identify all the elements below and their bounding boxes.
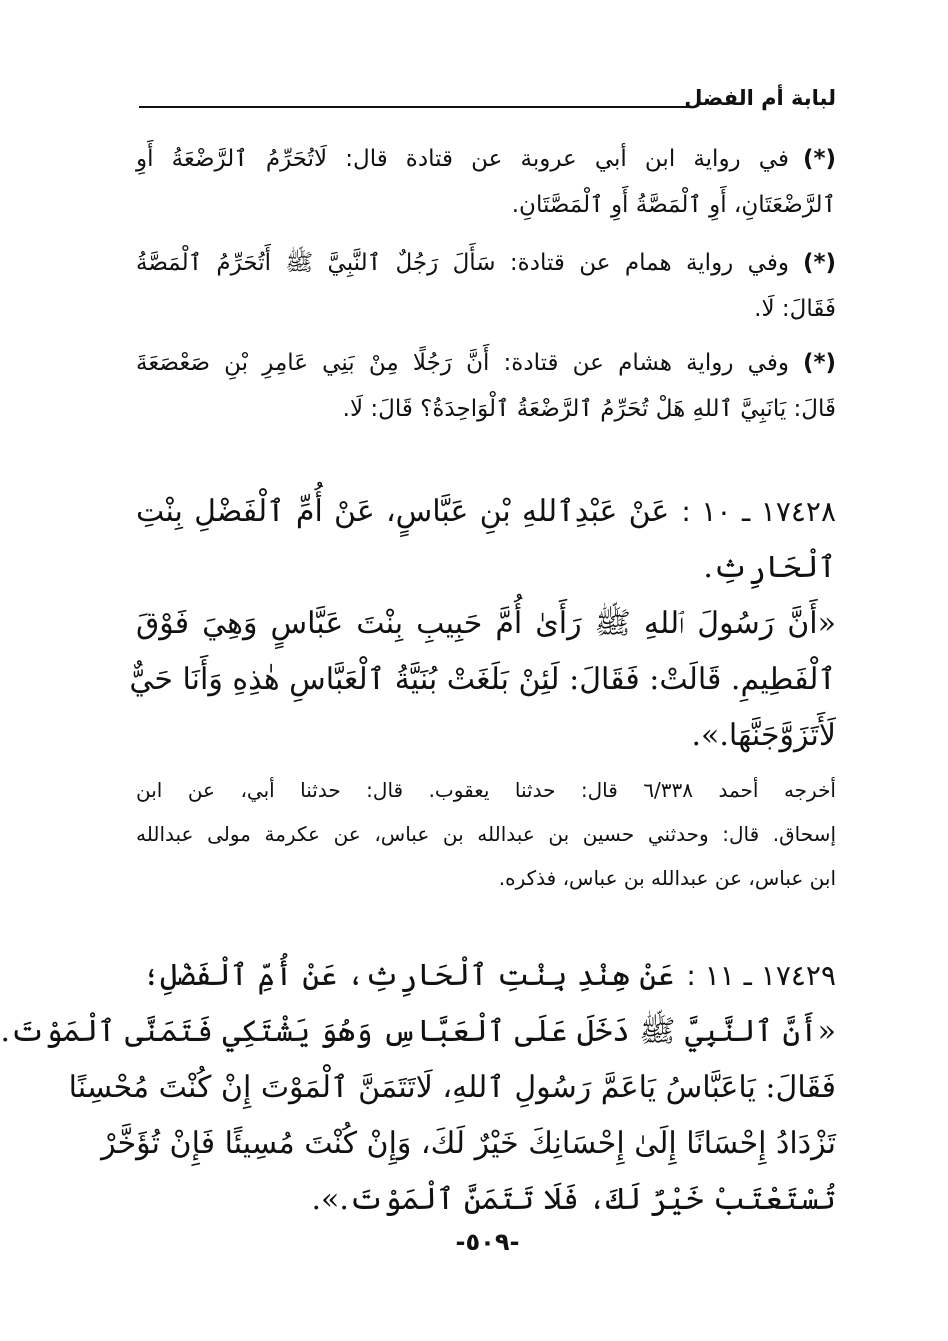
note-line: قَالَ: يَانَبِيَّ ٱللهِ هَلْ تُحَرِّمُ ٱلرَّضْعَةُ ٱلْوَاحِدَةُ؟ قَالَ: لَا. <box>342 396 836 422</box>
note-marker: (*) <box>802 350 836 376</box>
note-line <box>136 240 836 286</box>
source-line: أخرجه أحمد ٦/٣٣٨ قال: حدثنا يعقوب. قال: حدثنا أبي، عن ابن <box>136 778 836 802</box>
note-hisham <box>136 340 836 432</box>
takhrij-17428 <box>136 768 836 900</box>
hadith-text: عَنْ هِنْدِ بِنْتِ ٱلْحَارِثِ، عَنْ أُمِّ ٱلْفَضْلِ؛ <box>142 958 675 993</box>
running-header <box>139 86 836 120</box>
hadith-number: ١٧٤٢٩ ـ ١١ : <box>686 959 836 992</box>
note-text: في رواية ابن أبي عروبة عن قتادة قال: لَاتُحَرِّمُ ٱلرَّضْعَةُ أَوِ <box>136 146 789 172</box>
hadith-line: ٱلْفَطِيمِ. قَالَتْ: فَقَالَ: لَئِنْ بَلَغَتْ بُنَيَّةُ ٱلْعَبَّاسِ هٰذِهِ وَأَنَا حَيٌّ <box>129 662 836 697</box>
source-line: ابن عباس، عن عبدالله بن عباس، فذكره. <box>498 866 836 890</box>
note-marker: (*) <box>802 146 836 172</box>
hadith-17429 <box>0 948 836 1228</box>
header-rule <box>139 106 691 108</box>
hadith-line: فَقَالَ: يَاعَبَّاسُ يَاعَمَّ رَسُولِ ٱللهِ، لَاتَتَمَنَّ ٱلْمَوْتَ إِنْ كُنْتَ مُحْسِنًا <box>68 1070 836 1105</box>
header-title: لبابة أم الفضل <box>684 86 836 110</box>
hadith-line: «أَنَّ ٱلنَّبِيَّ ﷺ دَخَلَ عَلَى ٱلْعَبَّاسِ وَهُوَ يَشْتَكِي فَتَمَنَّى ٱلْمَوْتَ. <box>0 1014 836 1049</box>
hadith-line: تُسْتَعْتَبْ خَيْرٌ لَكَ، فَلَا تَتَمَنَّ ٱلْمَوْتَ.». <box>311 1182 836 1217</box>
note-line: فَقَالَ: لَا. <box>754 296 836 322</box>
hadith-line: لَأَتَزَوَّجَنَّهَا.». <box>691 718 836 753</box>
hadith-number: ١٧٤٢٨ ـ ١٠ : <box>681 495 836 528</box>
hadith-17428 <box>129 484 836 764</box>
note-line <box>136 340 836 386</box>
note-text: وفي رواية هشام عن قتادة: أَنَّ رَجُلًا مِنْ بَنِي عَامِرِ بْنِ صَعْصَعَةَ <box>136 350 789 376</box>
hadith-line: «أَنَّ رَسُولَ ٱللهِ ﷺ رَأَىٰ أُمَّ حَبِيبِ بِنْتَ عَبَّاسٍ وَهِيَ فَوْقَ <box>136 606 836 641</box>
note-marker: (*) <box>802 250 836 276</box>
note-text: وفي رواية همام عن قتادة: سَأَلَ رَجُلٌ ٱلنَّبِيَّ ﷺ أَتُحَرِّمُ ٱلْمَصَّةُ <box>136 250 789 276</box>
source-line: إسحاق. قال: وحدثني حسين بن عبدالله بن عباس، عن عكرمة مولى عبدالله <box>136 822 836 846</box>
page-number: -٥٠٩- <box>455 1228 520 1256</box>
hadith-line <box>136 484 836 540</box>
note-line <box>136 136 836 182</box>
hadith-line: ٱلْحَارِثِ. <box>703 550 836 585</box>
note-line: ٱلرَّضْعَتَانِ، أَوِ ٱلْمَصَّةُ أَوِ ٱلْمَصَّتَانِ. <box>511 192 836 218</box>
hadith-text: عَنْ عَبْدِٱللهِ بْنِ عَبَّاسٍ، عَنْ أُمِّ ٱلْفَضْلِ بِنْتِ <box>136 494 670 529</box>
note-hammam <box>136 240 836 332</box>
hadith-line: تَزْدَادُ إِحْسَانًا إِلَىٰ إِحْسَانِكَ خَيْرٌ لَكَ، وَإِنْ كُنْتَ مُسِيئًا فَإِنْ تُؤَخَّرْ <box>101 1126 836 1161</box>
hadith-line <box>136 948 836 1004</box>
note-ibn-abi-aruba <box>136 136 836 228</box>
